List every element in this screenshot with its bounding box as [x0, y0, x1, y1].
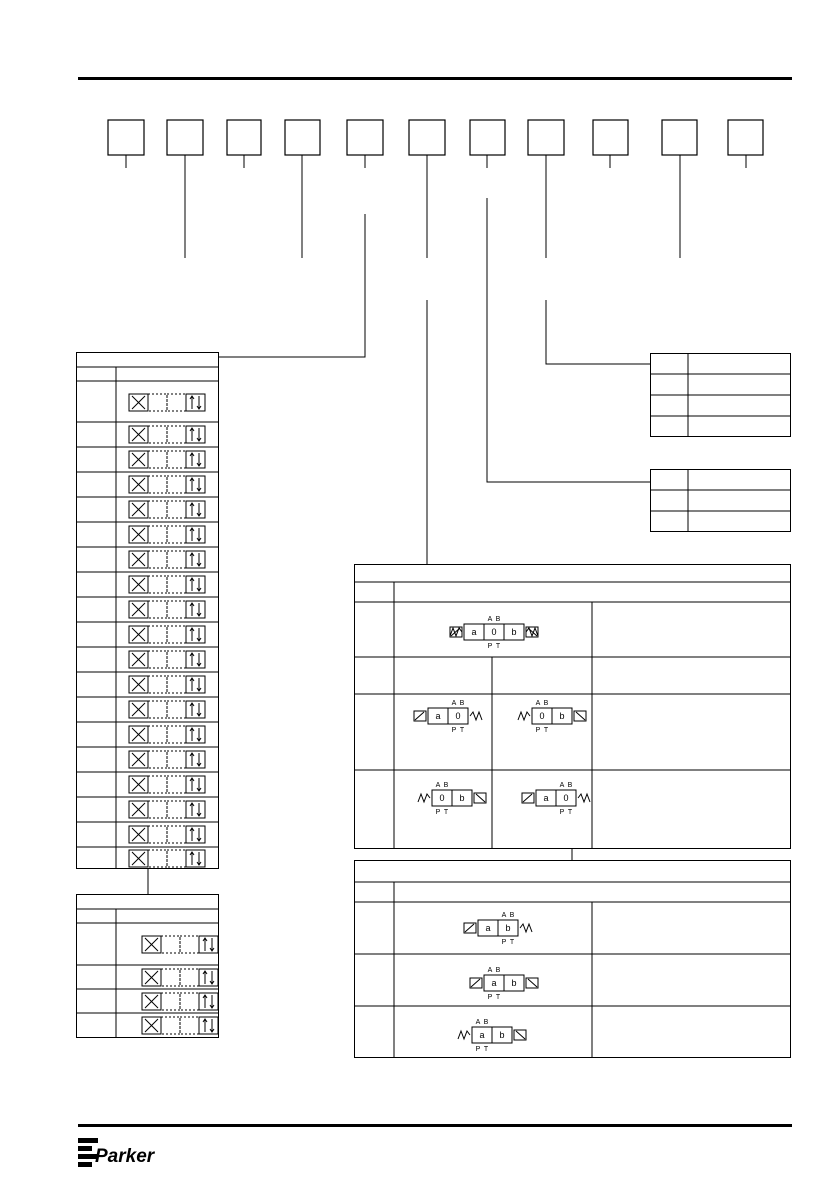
valve-symbol-ab-1 [464, 920, 532, 936]
valve-position-label: 0 [563, 793, 569, 803]
valve-position-label: b [511, 627, 517, 637]
port-label: A [435, 782, 441, 789]
port-label: P [475, 1046, 481, 1053]
valve-symbol-a0-2 [522, 790, 590, 806]
port-label: B [509, 912, 515, 919]
port-label: T [459, 727, 465, 734]
port-label: P [487, 994, 493, 1001]
port-label: A [501, 912, 507, 919]
port-label: P [487, 643, 493, 650]
port-label: B [567, 782, 573, 789]
valve-symbol-a0 [414, 708, 482, 724]
valve-position-label: a [543, 793, 549, 803]
port-label: A [535, 700, 541, 707]
port-label: A [559, 782, 565, 789]
valve-position-label: b [459, 793, 465, 803]
port-label: B [495, 967, 501, 974]
port-label: T [483, 1046, 489, 1053]
port-label: A [475, 1019, 481, 1026]
port-label: P [435, 809, 441, 816]
parker-logo-icon [78, 1136, 162, 1170]
port-label: T [567, 809, 573, 816]
port-label: A [487, 967, 493, 974]
port-label: A [487, 616, 493, 623]
valve-position-label: b [559, 711, 565, 721]
port-label: T [543, 727, 549, 734]
bottom-rule [78, 1124, 792, 1127]
port-label: B [459, 700, 465, 707]
valve-symbol-0b [518, 708, 586, 724]
port-label: P [559, 809, 565, 816]
valve-position-label: 0 [539, 711, 545, 721]
port-label: A [451, 700, 457, 707]
valve-position-label: 0 [439, 793, 445, 803]
port-label: T [495, 643, 501, 650]
svg-text:Parker: Parker [95, 1146, 155, 1167]
port-label: T [495, 994, 501, 1001]
valve-position-label: b [511, 978, 517, 988]
valve-position-label: a [491, 978, 497, 988]
valve-symbol-ab-2 [470, 975, 538, 991]
valve-position-label: b [505, 923, 511, 933]
valve-position-label: a [479, 1030, 485, 1040]
port-label: T [443, 809, 449, 816]
valve-position-label: a [471, 627, 477, 637]
port-label: B [543, 700, 549, 707]
valve-position-label: 0 [491, 627, 497, 637]
port-label: P [451, 727, 457, 734]
valve-symbol-ab-3 [458, 1027, 526, 1043]
valve-symbol-0b-2 [418, 790, 486, 806]
valve-position-label: a [435, 711, 441, 721]
port-label: B [495, 616, 501, 623]
port-label: P [501, 939, 507, 946]
port-label: P [535, 727, 541, 734]
valve-position-label: b [499, 1030, 505, 1040]
port-label: T [509, 939, 515, 946]
port-label: B [443, 782, 449, 789]
valve-position-label: 0 [455, 711, 461, 721]
valve-position-label: a [485, 923, 491, 933]
port-label: B [483, 1019, 489, 1026]
